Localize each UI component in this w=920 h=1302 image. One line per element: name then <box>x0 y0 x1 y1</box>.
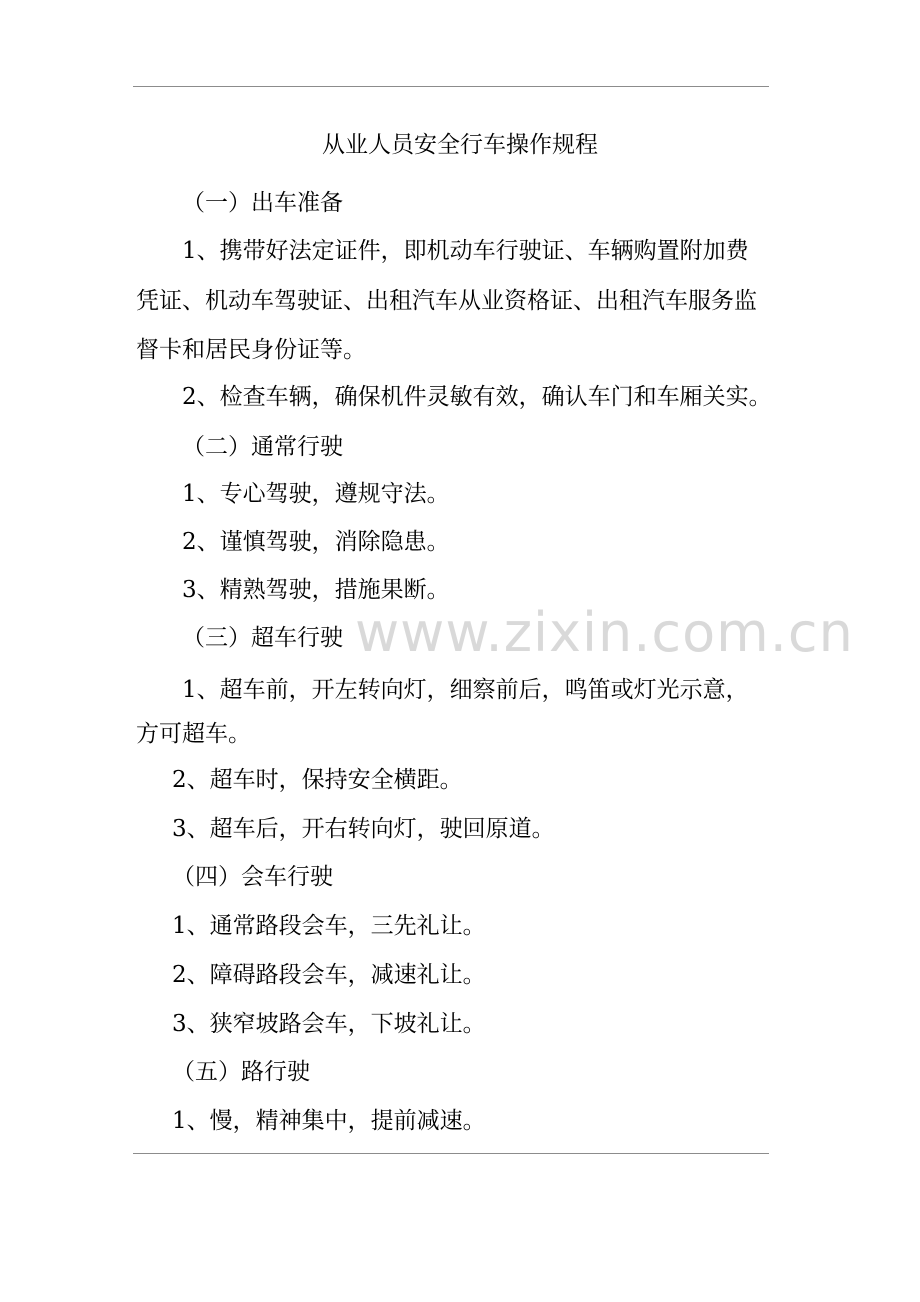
paragraph-line: 2、谨慎驾驶，消除隐患。 <box>182 529 450 555</box>
watermark-text: www.zixin.com.cn <box>355 601 854 664</box>
paragraph-line: 方可超车。 <box>136 721 251 747</box>
paragraph-line: 3、超车后，开右转向灯，驶回原道。 <box>172 816 555 842</box>
paragraph-line: 3、狭窄坡路会车，下坡礼让。 <box>172 1011 486 1037</box>
paragraph-line: 1、慢，精神集中，提前减速。 <box>172 1108 486 1134</box>
section-heading-5: （五）路行驶 <box>172 1059 310 1085</box>
paragraph-line: 1、专心驾驶，遵规守法。 <box>182 481 450 507</box>
paragraph-line: 3、精熟驾驶，措施果断。 <box>182 577 450 603</box>
paragraph-line: 2、超车时，保持安全横距。 <box>172 767 463 793</box>
paragraph-line: 1、通常路段会车，三先礼让。 <box>172 913 486 939</box>
paragraph-line: 2、障碍路段会车，减速礼让。 <box>172 962 486 988</box>
paragraph-line: 2、检查车辆，确保机件灵敏有效，确认车门和车厢关实。 <box>182 384 772 410</box>
paragraph-line: 1、携带好法定证件，即机动车行驶证、车辆购置附加费 <box>182 238 749 264</box>
document-title: 从业人员安全行车操作规程 <box>322 132 598 158</box>
header-rule <box>133 86 769 87</box>
footer-rule <box>133 1153 769 1154</box>
paragraph-line: 督卡和居民身份证等。 <box>136 337 366 363</box>
section-heading-1: （一）出车准备 <box>182 190 343 216</box>
paragraph-line: 1、超车前，开左转向灯，细察前后，鸣笛或灯光示意， <box>182 677 749 703</box>
section-heading-4: （四）会车行驶 <box>172 864 333 890</box>
section-heading-3: （三）超车行驶 <box>182 625 343 651</box>
paragraph-line: 凭证、机动车驾驶证、出租汽车从业资格证、出租汽车服务监 <box>136 288 757 314</box>
section-heading-2: （二）通常行驶 <box>182 434 343 460</box>
